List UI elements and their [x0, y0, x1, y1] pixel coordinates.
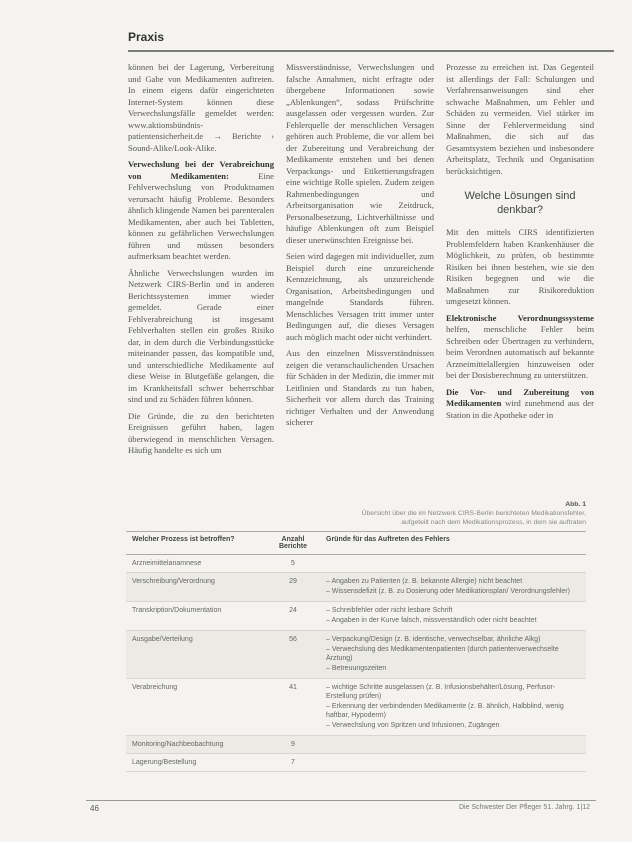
- text-column-3: [446, 62, 594, 426]
- count-cell: 9: [266, 736, 320, 754]
- table-row: [126, 679, 586, 736]
- reason-item: – Verpackung/Design (z. B. identische, verwechselbar, ähnliche Alkg): [326, 636, 541, 643]
- journal-citation: Die Schwester Der Pfleger 51. Jahrg. 1|12: [459, 804, 590, 811]
- table-header-row: [126, 532, 586, 555]
- process-cell: Verschreibung/Verordnung: [126, 573, 266, 602]
- text-column-2: [286, 62, 434, 434]
- reason-item: – Verwechslung von Spritzen und Infusionen, Zugängen: [326, 722, 500, 729]
- paragraph: [446, 387, 594, 422]
- paragraph: Die Gründe, die zu den berichteten Ereignissen geführt haben, lagen überwiegend in menschlichen Versagen. Häufig handelte es sich um: [128, 410, 274, 455]
- medication-error-table: [126, 531, 586, 772]
- paragraph-lead: Die Vor- und Zubereitung von Medikamenten: [446, 386, 594, 408]
- paragraph: können bei der Lagerung, Verbereitung und Gabe von Medikamenten auftreten. In einem eigens dafür eingerichteten Internet-System können diese Verwechslungsfälle gemeldet werden: www.aktionsbündnis-patientensicherheit.de → Berichte › Sound-Alike/Look-Alike.: [128, 62, 274, 153]
- table-row: [126, 555, 586, 573]
- reason-item: – Betreuungszeiten: [326, 665, 387, 672]
- reason-item: – wichtige Schritte ausgelassen (z. B. Infusionsbehälter/Lösung, Perfusor-Erstellung prüfen): [326, 684, 556, 700]
- count-cell: 7: [266, 754, 320, 772]
- paragraph: [128, 159, 274, 263]
- paragraph-text: helfen, menschliche Fehler beim Schreiben oder Übertragen zu verhindern, beim Verordnen automatisch auf bekannte Arzneimittelallergien hinzuweisen oder bei der Dosisberechnung zu unterstützen.: [446, 324, 594, 380]
- count-cell: 5: [266, 555, 320, 573]
- reason-item: – Angaben in der Kurve falsch, missverständlich oder nicht beachtet: [326, 617, 537, 624]
- reason-item: – Verwechslung des Medikamentenpatienten (durch patientenverwechselte Ärztung): [326, 646, 559, 662]
- reasons-cell: [320, 573, 586, 602]
- column-header: Anzahl Berichte: [266, 532, 320, 555]
- section-label: Praxis: [128, 30, 165, 44]
- page-number: 46: [90, 804, 99, 813]
- column-header: Gründe für das Auftreten des Fehlers: [320, 532, 586, 555]
- table-body: [126, 555, 586, 772]
- reasons-cell: [320, 555, 586, 573]
- caption-line: aufgeteilt nach dem Medikationsprozess, in dem sie auftraten: [401, 519, 586, 526]
- paragraph-lead: Verwechslung bei der Verabreichung von Medikamenten:: [128, 159, 274, 181]
- paragraph: Aus den einzelnen Missverständnissen zeigen die veranschaulichenden Ursachen für Schäden in der Medizin, die immer mit Leitlinien und Standards zu tun haben, Sicherheit vor allem durch das Training richtiger Verhalten und der Anwendung sicherer: [286, 348, 434, 427]
- paragraph-text: Eine Fehlverwechslung von Produktnamen verursacht häufig Probleme. Besonders ähnlich klingende Namen bei parenteralen Medikamenten, aber auch bei Tabletten, können zu gefährlichen Verwechslungen führen und müssen besonders aufmerksam beachtet werden.: [128, 170, 274, 261]
- count-cell: 56: [266, 631, 320, 679]
- table-row: [126, 631, 586, 679]
- figure-caption: [256, 500, 586, 527]
- process-cell: Verabreichung: [126, 679, 266, 736]
- process-cell: Ausgabe/Verteilung: [126, 631, 266, 679]
- reason-item: – Schreibfehler oder nicht lesbare Schrift: [326, 607, 453, 614]
- paragraph: Prozesse zu erreichen ist. Das Gegenteil ist allerdings der Fall: Schulungen und Verfahrensanweisungen sind eher schwache Maßnahmen, um Fehler und Schäden zu vermeiden. Viel stärker im Sinne der Fehlervermeidung sind Maßnahmen, die sich auf das Gesamtsystem beziehen und insbesondere Arbeitsplatz, Technik und Organisation berücksichtigen.: [446, 62, 594, 176]
- process-cell: Arzneimittelanamnese: [126, 555, 266, 573]
- paragraph: [446, 313, 594, 382]
- process-cell: Monitoring/Nachbeobachtung: [126, 736, 266, 754]
- paragraph: Ähnliche Verwechslungen wurden im Netzwerk CIRS-Berlin und in anderen Berichtssystemen immer wieder gemeldet. Gerade einer Fehlverabreichung ist insgesamt Fehlverhalten stellen ein großes Risiko dar, in dem durch die Verbindungsstücke miteinander passen, das kompatible und, und unterschiedliche Medikamente auf diese Weise in Blutgefäße gelangen, die im Krankheitsfall schwer beherrschbar sind und zu Schäden führen können.: [128, 267, 274, 404]
- table-row: [126, 602, 586, 631]
- count-cell: 29: [266, 573, 320, 602]
- paragraph-lead: Elektronische Verordnungssysteme: [446, 312, 594, 323]
- table-row: [126, 573, 586, 602]
- figure-label: Abb. 1: [565, 501, 586, 508]
- paragraph-text: wird zunehmend aus der Station in die Apotheke oder in: [446, 398, 594, 420]
- paragraph: Seien wird dagegen mit individueller, zum Beispiel durch eine unzureichende Kennzeichnung, als unzureichende Organisation, Arbeitsbedingungen und mangelnde Standards führen. Menschliches Versagen tritt immer unter Bedingungen auf, die dieses Versagen auch möglich macht oder nicht verhindert.: [286, 251, 434, 342]
- reason-item: – Erkennung der verbindenden Medikamente (z. B. ähnlich, Halbblind, wenig haftbar, Hypoderm): [326, 703, 564, 719]
- footer-rule: [86, 800, 596, 801]
- reasons-cell: [320, 679, 586, 736]
- reasons-list: [326, 577, 580, 596]
- paragraph: Missverständnisse, Verwechslungen und falsche Annahmen, nicht erfragte oder übergebene Informationen sowie „Ablenkungen“, sodass Prüfschritte ausgelassen oder vergessen wurden. Zur Fehlerquelle der menschlichen Versagen gehören auch Probleme, die vor allem bei der Zubereitung und Verabreichung der Medikamente entstehen und bei denen Verpackungs- und Etikettierungsfragen eine wichtige Rolle spielen. Zudem zeigen Rahmenbedingungen und Arbeitsorganisation wie Zeitdruck, Personalbesetzung, Lichtverhältnisse und häufige Ablenkungen oft zum Beispiel dieser unerwünschten Ereignisse bei.: [286, 62, 434, 245]
- header-rule: [128, 50, 614, 52]
- subheading: Welche Lösungen sind denkbar?: [464, 190, 576, 216]
- reason-item: – Wissensdefizit (z. B. zu Dosierung oder Medikationsplan/ Verordnungsfehler): [326, 588, 570, 595]
- count-cell: 24: [266, 602, 320, 631]
- reason-item: – Angaben zu Patienten (z. B. bekannte Allergie) nicht beachtet: [326, 578, 523, 585]
- count-cell: 41: [266, 679, 320, 736]
- column-header: Welcher Prozess ist betroffen?: [126, 532, 266, 555]
- reasons-cell: [320, 631, 586, 679]
- reasons-cell: [320, 754, 586, 772]
- caption-line: Übersicht über die im Netzwerk CIRS-Berlin berichteten Medikationsfehler,: [361, 510, 586, 517]
- table-row: [126, 736, 586, 754]
- text-column-1: [128, 62, 274, 462]
- reasons-list: [326, 683, 580, 730]
- process-cell: Transkription/Dokumentation: [126, 602, 266, 631]
- reasons-cell: [320, 736, 586, 754]
- reasons-list: [326, 635, 580, 673]
- paragraph: Mit den mittels CIRS identifizierten Problemfeldern haben Krankenhäuser die Möglichkeit, zu prüfen, ob bestimmte Risiken bei ihnen bestehen, wie sie den Risiken begegnen und wie die Maßnahmen zur Risikoreduktion umgesetzt können.: [446, 227, 594, 306]
- table-row: [126, 754, 586, 772]
- reasons-cell: [320, 602, 586, 631]
- reasons-list: [326, 606, 580, 625]
- process-cell: Lagerung/Bestellung: [126, 754, 266, 772]
